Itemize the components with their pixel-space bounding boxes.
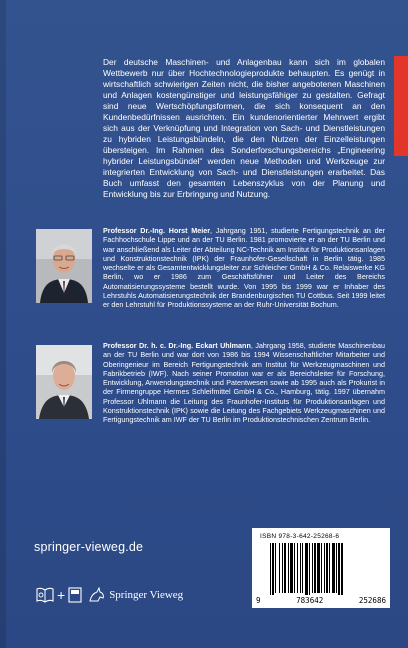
- author-bio-uhlmann: [103, 341, 385, 425]
- print-book-icon: [68, 587, 82, 603]
- spine-shadow: [0, 0, 6, 648]
- author-bio-text: , Jahrgang 1951, studierte Fertigungstechnik an der Fachhochschule Lippe und an der TU Berlin. 1981 promovierte er an der TU Berlin und war anschließend als Leiter der Abteilung NC-Technik am Institut für Produktionsanlagen und Konstruktionstechnik (IPK) der Fraunhofer-Gesellschaft in Berlin tätig. 1985 wechselte er als Gesamtentwicklungsleiter zur Schleicher GmbH & Co. Relaiswerke KG Berlin, wo er 1986 zum Geschäftsführer und Leiter des Bereichs Automatisierungssysteme bestellt wurde. Von 1995 bis 1999 war er Inhaber des Lehrstuhls Automatisierungstechnik der Brandenburgischen TU Cottbus. Seit 1999 leitet er den Lehrstuhl für Produktionssysteme an der Ruhr-Universität Bochum.: [103, 226, 385, 310]
- publisher-logos: [36, 586, 183, 604]
- barcode-label: [252, 528, 390, 608]
- barcode-digit-lead: 9: [256, 596, 261, 605]
- barcode-digits: [256, 596, 386, 605]
- barcode-digits-right: 252686: [358, 596, 386, 605]
- author-bio-meier: [103, 226, 385, 310]
- ebook-logo-icon: [36, 587, 54, 603]
- author-name: Professor Dr.-Ing. Horst Meier: [103, 226, 211, 235]
- barcode-icon: [270, 543, 374, 595]
- author-photo-meier: [36, 229, 92, 303]
- plus-sign: +: [57, 587, 66, 603]
- publisher-name: Springer Vieweg: [109, 589, 184, 601]
- author-name: Professor Dr. h. c. Dr.-Ing. Eckart Uhlmann: [103, 341, 251, 350]
- description-paragraph: Der deutsche Maschinen- und Anlagenbau kann sich im globalen Wettbewerb nur über Hochtechnologieprodukte behaupten. Es genügt in wirtschaftlich schwierigen Zeiten nicht, die bisher angebotenen Maschinen und Anlagen kostengünstiger und leistungsfähiger zu gestalten. Gefragt sind neue Wertschöpfungsformen, die sich konsequent an den Kundenbedürfnissen ausrichten. Ein kundenorientierter Mehrwert ergibt sich aus der Verknüpfung und Integration von Sach- und Dienstleistungen zu hybriden Leistungsbündeln, die den Nutzen der Einzelleistungen übersteigen. Im Rahmen des Sonderforschungsbereichs „Engineering hybrider Leistungsbündel“ werden neue Methoden und Werkzeuge zur integrierten Entwicklung von Sach- und Dienstleistungen erarbeitet. Das Buch umfasst den gesamten Lebenszyklus von der Planung und Entwicklung bis zur Erbringung und Nutzung.: [103, 57, 385, 199]
- springer-horse-icon: [88, 587, 106, 603]
- barcode-digits-left: 783642: [296, 596, 324, 605]
- book-description: [103, 57, 385, 200]
- author-photo-uhlmann: [36, 345, 92, 419]
- author-bio-text: , Jahrgang 1958, studierte Maschinenbau an der TU Berlin und war dort von 1986 bis 1994 Wissenschaftlicher Mitarbeiter und Oberingenieur im Bereich Fertigungstechnik am Institut für Werkzeugmaschinen und Fabrikbetrieb (IWF). Nach seiner Promotion war er als Bereichsleiter für Forschung, Entwicklung, Anwendungstechnik und Patentwesen sowie ab 1995 auch als Prokurist in der Firmengruppe Hermes Schleifmittel GmbH & Co., Hamburg, tätig. 1997 übernahm Professor Uhlmann die Leitung des Fraunhofer-Instituts für Produktionsanlagen und Konstruktionstechnik (IPK) sowie die Leitung des Fachgebiets Werkzeugmaschinen und Fertigungstechnik am IWF der TU Berlin im Produktionstechnischen Zentrum Berlin.: [103, 341, 386, 425]
- isbn-text: ISBN 978-3-642-25268-6: [260, 533, 340, 540]
- publisher-url: springer-vieweg.de: [34, 540, 144, 554]
- red-accent-tab: [394, 56, 408, 156]
